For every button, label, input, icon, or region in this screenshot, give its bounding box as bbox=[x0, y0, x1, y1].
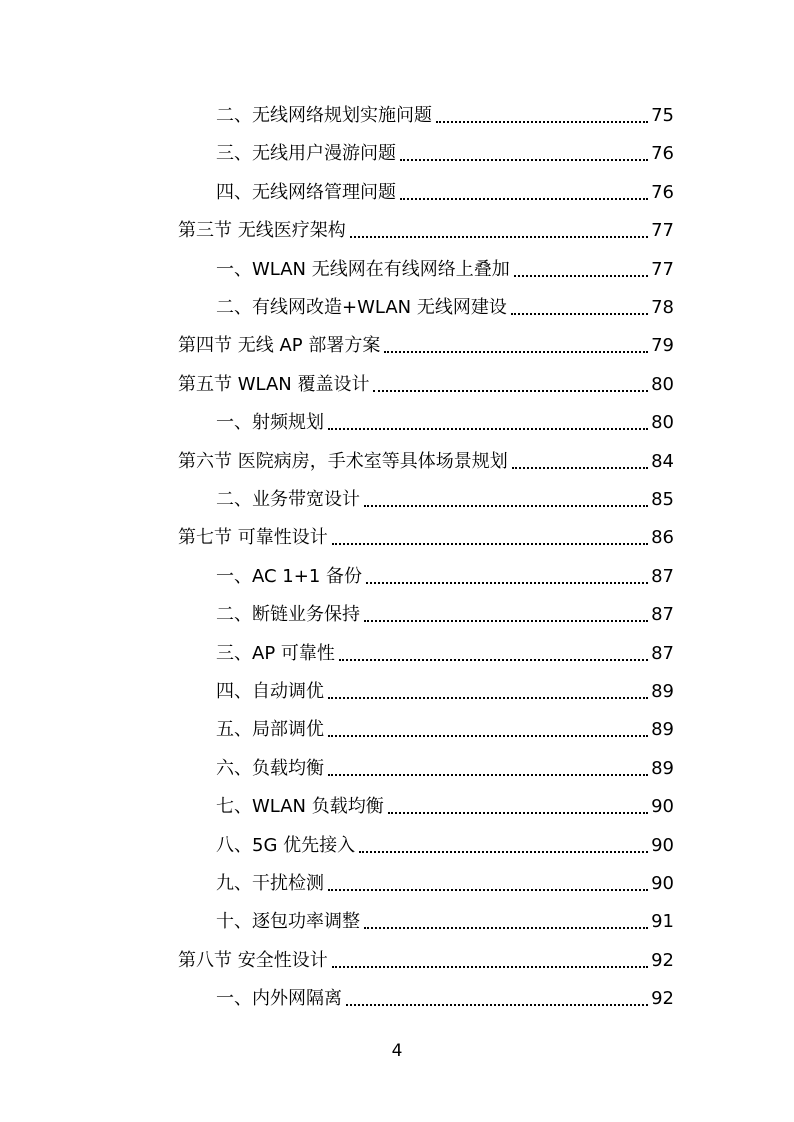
toc-subsection-entry[interactable] bbox=[216, 704, 674, 742]
toc-entry-title: 一、WLAN 无线网在有线网络上叠加 bbox=[216, 258, 510, 280]
toc-subsection-entry[interactable] bbox=[216, 858, 674, 896]
toc-dot-leader bbox=[328, 889, 648, 891]
toc-entry-page-number: 92 bbox=[651, 949, 674, 971]
toc-section-entry[interactable] bbox=[178, 320, 674, 358]
toc-section-entry[interactable] bbox=[178, 205, 674, 243]
toc-subsection-entry[interactable] bbox=[216, 666, 674, 704]
toc-dot-leader bbox=[373, 390, 648, 392]
toc-entry-title: 第四节 无线 AP 部署方案 bbox=[178, 335, 381, 357]
toc-dot-leader bbox=[350, 236, 648, 238]
toc-subsection-entry[interactable] bbox=[216, 244, 674, 282]
toc-section-entry[interactable] bbox=[178, 512, 674, 550]
toc-subsection-entry[interactable] bbox=[216, 781, 674, 819]
toc-entry-page-number: 87 bbox=[651, 565, 674, 587]
toc-entry-page-number: 84 bbox=[651, 450, 674, 472]
toc-entry-title: 一、射频规划 bbox=[216, 412, 324, 434]
toc-entry-title: 三、无线用户漫游问题 bbox=[216, 143, 396, 165]
toc-entry-title: 二、断链业务保持 bbox=[216, 604, 360, 626]
toc-entry-page-number: 86 bbox=[651, 527, 674, 549]
toc-entry-page-number: 89 bbox=[651, 719, 674, 741]
toc-dot-leader bbox=[328, 697, 648, 699]
toc-subsection-entry[interactable] bbox=[216, 474, 674, 512]
toc-entry-title: 第五节 WLAN 覆盖设计 bbox=[178, 373, 370, 395]
toc-subsection-entry[interactable] bbox=[216, 282, 674, 320]
toc-entry-page-number: 77 bbox=[651, 258, 674, 280]
toc-entry-page-number: 85 bbox=[651, 489, 674, 510]
toc-subsection-entry[interactable] bbox=[216, 973, 674, 1011]
toc-dot-leader bbox=[511, 313, 648, 315]
toc-entry-page-number: 92 bbox=[651, 988, 674, 1010]
toc-dot-leader bbox=[384, 351, 648, 353]
toc-entry-title: 第八节 安全性设计 bbox=[178, 949, 328, 971]
toc-entry-title: 一、内外网隔离 bbox=[216, 988, 342, 1010]
toc-dot-leader bbox=[364, 505, 648, 507]
toc-entry-title: 四、自动调优 bbox=[216, 681, 324, 702]
toc-entry-page-number: 80 bbox=[651, 412, 674, 434]
toc-entry-title: 二、有线网改造+WLAN 无线网建设 bbox=[216, 297, 507, 318]
toc-entry-title: 八、5G 优先接入 bbox=[216, 834, 356, 856]
toc-entry-page-number: 87 bbox=[651, 642, 674, 664]
toc-dot-leader bbox=[400, 159, 648, 161]
toc-entry-title: 第六节 医院病房，手术室等具体场景规划 bbox=[178, 450, 508, 472]
toc-subsection-entry[interactable] bbox=[216, 397, 674, 435]
toc-entry-page-number: 90 bbox=[651, 834, 674, 856]
toc-entry-title: 二、无线网络规划实施问题 bbox=[216, 105, 432, 126]
toc-entry-page-number: 76 bbox=[651, 143, 674, 165]
page-number: 4 bbox=[391, 1041, 403, 1061]
toc-dot-leader bbox=[514, 275, 648, 277]
toc-dot-leader bbox=[328, 774, 648, 776]
toc-entry-title: 二、业务带宽设计 bbox=[216, 489, 360, 510]
toc-entry-title: 四、无线网络管理问题 bbox=[216, 181, 396, 203]
toc-subsection-entry[interactable] bbox=[216, 820, 674, 858]
toc-entry-title: 七、WLAN 负载均衡 bbox=[216, 796, 384, 818]
toc-entry-page-number: 90 bbox=[651, 796, 674, 818]
toc-dot-leader bbox=[328, 428, 648, 430]
toc-entry-page-number: 89 bbox=[651, 757, 674, 779]
toc-dot-leader bbox=[436, 121, 648, 123]
toc-entry-title: 一、AC 1+1 备份 bbox=[216, 565, 362, 587]
toc-entry-title: 六、负载均衡 bbox=[216, 757, 324, 779]
toc-subsection-entry[interactable] bbox=[216, 628, 674, 666]
toc-entry-page-number: 76 bbox=[651, 181, 674, 203]
toc-entry-title: 九、干扰检测 bbox=[216, 873, 324, 894]
toc-subsection-entry[interactable] bbox=[216, 589, 674, 627]
toc-dot-leader bbox=[332, 966, 648, 968]
toc-entry-page-number: 80 bbox=[651, 373, 674, 395]
toc-dot-leader bbox=[359, 851, 648, 853]
toc-dot-leader bbox=[346, 1004, 648, 1006]
toc-entry-title: 第三节 无线医疗架构 bbox=[178, 220, 346, 242]
toc-subsection-entry[interactable] bbox=[216, 128, 674, 166]
toc-entry-page-number: 77 bbox=[651, 220, 674, 242]
toc-entry-title: 第七节 可靠性设计 bbox=[178, 527, 328, 549]
toc-dot-leader bbox=[364, 620, 648, 622]
toc-entry-page-number: 78 bbox=[651, 297, 674, 318]
toc-section-entry[interactable] bbox=[178, 436, 674, 474]
toc-entry-page-number: 90 bbox=[651, 873, 674, 894]
toc-dot-leader bbox=[339, 659, 648, 661]
toc-subsection-entry[interactable] bbox=[216, 90, 674, 128]
toc-dot-leader bbox=[400, 198, 648, 200]
toc-entry-page-number: 79 bbox=[651, 335, 674, 357]
toc-dot-leader bbox=[328, 735, 648, 737]
toc-section-entry[interactable] bbox=[178, 935, 674, 973]
toc-entry-title: 十、逐包功率调整 bbox=[216, 911, 360, 933]
toc-section-entry[interactable] bbox=[178, 359, 674, 397]
toc-entry-page-number: 89 bbox=[651, 681, 674, 702]
toc-entry-title: 三、AP 可靠性 bbox=[216, 642, 335, 664]
toc-subsection-entry[interactable] bbox=[216, 167, 674, 205]
toc-subsection-entry[interactable] bbox=[216, 743, 674, 781]
toc-entry-title: 五、局部调优 bbox=[216, 719, 324, 741]
toc-entry-page-number: 91 bbox=[651, 911, 674, 933]
toc-entry-page-number: 75 bbox=[651, 105, 674, 126]
toc-subsection-entry[interactable] bbox=[216, 896, 674, 934]
toc-subsection-entry[interactable] bbox=[216, 551, 674, 589]
toc-dot-leader bbox=[332, 543, 648, 545]
toc-entry-page-number: 87 bbox=[651, 604, 674, 626]
toc-dot-leader bbox=[366, 582, 648, 584]
toc-dot-leader bbox=[512, 467, 648, 469]
toc-dot-leader bbox=[364, 927, 648, 929]
toc-dot-leader bbox=[388, 812, 648, 814]
